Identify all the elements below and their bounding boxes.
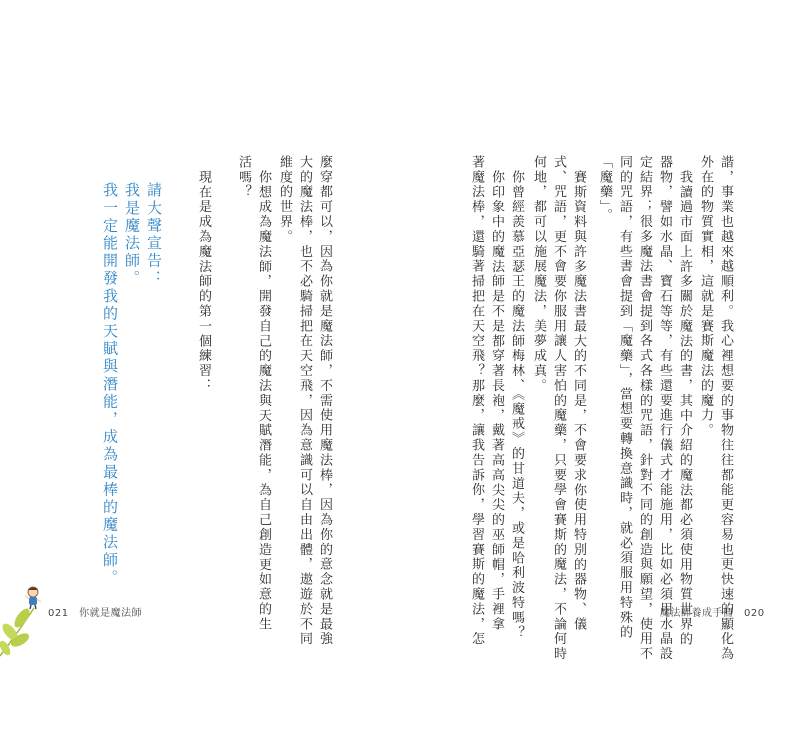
text-column: 外在的物質實相，這就是賽斯魔法的魔力。 [698, 155, 713, 439]
page-footer-right: 魔法師養成手冊 020 [660, 608, 765, 619]
text-column: 器物，譬如水晶、寶石等等，有些還要進行儀式才能施用，比如必須用水晶設 [657, 155, 672, 662]
text-column: 賽斯資料與許多魔法書最大的不同是，不會要求你使用特別的器物、儀 [571, 170, 586, 632]
declaration-line: 我一定能開發我的天賦與潛能，成為最棒的魔法師。 [101, 182, 119, 587]
declaration-line: 請大聲宣告： [145, 182, 163, 288]
text-column: 你想成為魔法師，開發自己的魔法與天賦潛能，為自己創造更如意的生 [256, 170, 271, 632]
text-column: 你印象中的魔法師是不是都穿著長袍，戴著高高尖尖的巫師帽，手裡拿 [489, 170, 504, 632]
text-column: 「魔藥」。 [597, 155, 612, 223]
text-column: 麼穿都可以，因為你就是魔法師，不需使用魔法棒，因為你的意念就是最強 [317, 155, 332, 647]
text-column: 我讀過市面上許多關於魔法的書，其中介紹的魔法都必須使用物質世界的 [677, 170, 692, 647]
text-column: 著魔法棒，還騎著掃把在天空飛？那麼，讓我告訴你，學習賽斯的魔法，怎 [469, 155, 484, 647]
text-column: 現在是成為魔法師的第一個練習： [196, 170, 211, 394]
declaration-line: 我是魔法師。 [123, 182, 141, 288]
text-column: 維度的世界。 [277, 155, 292, 245]
text-column: 大的魔法棒，也不必騎掃把在天空飛，因為意識可以自由出體，遨遊於不同 [297, 155, 312, 647]
text-column: 式、咒語，更不會要你服用讓人害怕的魔藥，只要學會賽斯的魔法，不論何時 [551, 155, 566, 662]
text-column: 諧，事業也越來越順利。我心裡想要的事物往往都能更容易也更快速的顯化為 [718, 155, 733, 662]
page-footer-left: 021 你就是魔法師 [48, 608, 143, 619]
cartoon-figure-icon [24, 586, 42, 610]
text-column: 你曾經羨慕亞瑟王的魔法師梅林、《魔戒》的甘道夫，或是哈利波特嗎？ [509, 170, 524, 641]
text-column: 同的咒語，有些書會提到「魔藥」，當想要轉換意識時，就必須服用特殊的 [617, 155, 632, 641]
text-column: 何地，都可以施展魔法，美夢成真。 [531, 155, 546, 394]
text-column: 活嗎？ [236, 155, 251, 200]
text-column: 定結界；很多魔法書會提到各式各樣的咒語，針對不同的創造與願望，使用不 [637, 155, 652, 662]
